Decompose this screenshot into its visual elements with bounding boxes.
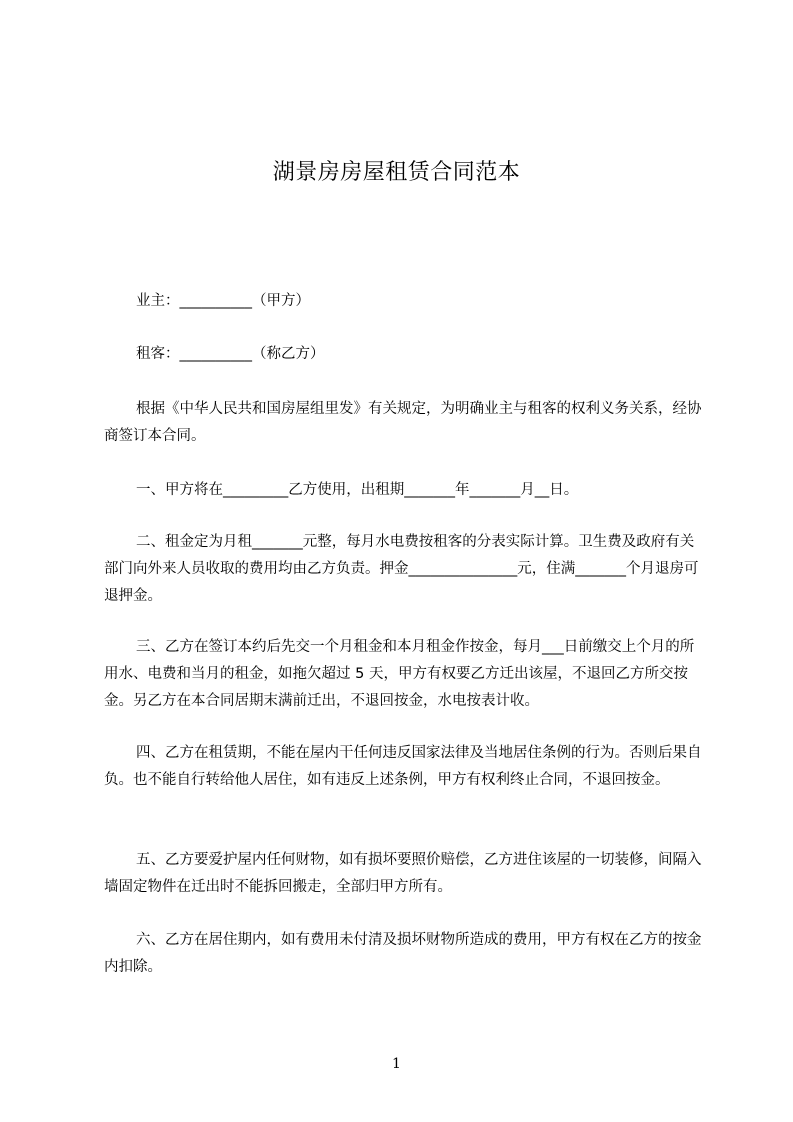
tenant-line: 租客：__________（称乙方）	[136, 346, 325, 362]
document-title: 湖景房房屋租赁合同范本	[272, 159, 521, 185]
page-number: 1	[392, 1056, 401, 1072]
clause-1: 一、甲方将在_________乙方使用，出租期_______年_______月__日。	[136, 482, 579, 498]
clause-3: 三、乙方在签订本约后先交一个月租金和本月租金作按金，每月___日前缴交上个月的所用水、电费和当月的租金，如拖欠超过 5 天，甲方有权要乙方迁出该屋，不退回乙方所交按金。另乙方在本合同居期末满前迁出，不退回按金，水电按表计收。	[104, 639, 695, 709]
landlord-line: 业主：__________（甲方）	[136, 293, 310, 309]
clause-4: 四、乙方在租赁期，不能在屋内干任何违反国家法律及当地居住条例的行为。否则后果自负。也不能自行转给他人居住，如有违反上述条例，甲方有权利终止合同，不退回按金。	[104, 745, 702, 788]
clause-2: 二、租金定为月租_______元整，每月水电费按租客的分表实际计算。卫生费及政府有关部门向外来人员收取的费用均由乙方负责。押金_______________元，住满_______个月退房可退押金。	[104, 534, 699, 604]
intro-paragraph: 根据《中华人民共和国房屋组里发》有关规定，为明确业主与租客的权利义务关系，经协商签订本合同。	[104, 401, 702, 444]
clause-5: 五、乙方要爱护屋内任何财物，如有损坏要照价赔偿，乙方进住该屋的一切装修，间隔入墙固定物件在迁出时不能拆回搬走，全部归甲方所有。	[104, 852, 702, 895]
clause-6: 六、乙方在居住期内，如有费用未付清及损坏财物所造成的费用，甲方有权在乙方的按金内扣除。	[104, 932, 702, 975]
